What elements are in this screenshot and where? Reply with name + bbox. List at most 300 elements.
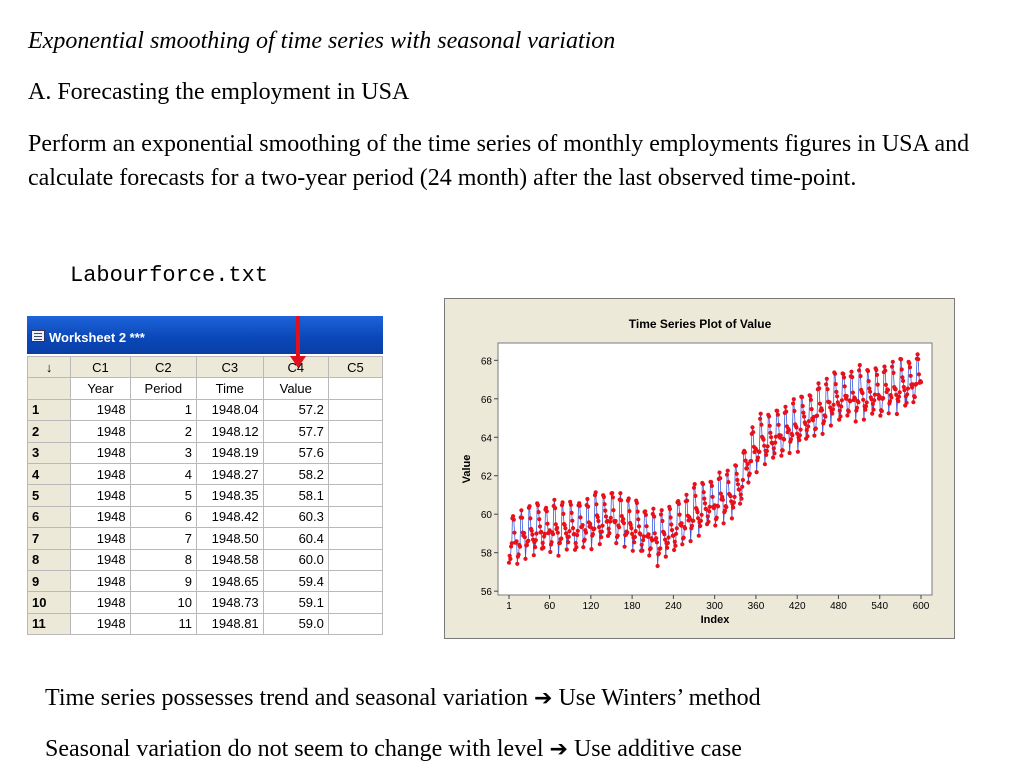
value-cell[interactable]: 60.4 [263, 528, 328, 549]
value-cell[interactable]: 59.0 [263, 613, 328, 634]
chart-title: Time Series Plot of Value [628, 317, 772, 331]
data-point [594, 490, 598, 494]
data-point [672, 548, 676, 552]
data-point [707, 509, 711, 513]
table-row[interactable] [28, 463, 383, 484]
data-point [599, 535, 603, 539]
value-cell[interactable]: 58.1 [263, 485, 328, 506]
column-name[interactable]: Year [71, 378, 130, 399]
column-id[interactable]: C3 [197, 357, 264, 378]
period-cell[interactable]: 8 [130, 549, 196, 570]
data-point [866, 369, 870, 373]
period-cell[interactable]: 11 [130, 613, 196, 634]
row-number[interactable]: 8 [28, 549, 71, 570]
data-point [897, 395, 901, 399]
data-point [545, 509, 549, 513]
data-point [530, 529, 534, 533]
data-point [792, 397, 796, 401]
data-point [870, 412, 874, 416]
data-point [610, 491, 614, 495]
data-point [678, 513, 682, 517]
data-point [792, 409, 796, 413]
data-point [614, 541, 618, 545]
period-cell[interactable]: 1 [130, 399, 196, 420]
empty-cell[interactable] [328, 421, 382, 442]
data-point [584, 531, 588, 535]
data-point [617, 525, 621, 529]
column-name[interactable]: Period [130, 378, 196, 399]
empty-cell[interactable] [328, 399, 382, 420]
y-tick-label: 68 [480, 356, 492, 368]
data-point [735, 478, 739, 482]
data-point [825, 387, 829, 391]
data-point [649, 546, 653, 550]
data-point [855, 406, 859, 410]
data-point [508, 557, 512, 561]
data-point [611, 508, 615, 512]
data-point [757, 450, 761, 454]
data-point [651, 507, 655, 511]
data-point [567, 535, 571, 539]
value-cell[interactable]: 60.3 [263, 506, 328, 527]
data-point [891, 371, 895, 375]
data-point [883, 369, 887, 373]
data-point [776, 413, 780, 417]
year-cell[interactable]: 1948 [71, 485, 130, 506]
data-point [763, 462, 767, 466]
data-point [796, 450, 800, 454]
data-point [829, 423, 833, 427]
data-point [882, 365, 886, 369]
data-point [809, 398, 813, 402]
data-point [603, 509, 607, 513]
data-point [746, 480, 750, 484]
data-point [660, 508, 664, 512]
data-point [740, 485, 744, 489]
data-point [631, 549, 635, 553]
data-point [567, 529, 571, 533]
data-point [787, 428, 791, 432]
data-point [693, 482, 697, 486]
data-point [745, 466, 749, 470]
data-point [817, 386, 821, 390]
table-row[interactable] [28, 485, 383, 506]
data-point [734, 464, 738, 468]
data-point [779, 433, 783, 437]
data-point [680, 521, 684, 525]
data-point [621, 517, 625, 521]
data-point [862, 418, 866, 422]
data-point [722, 521, 726, 525]
time-cell[interactable]: 1948.35 [197, 485, 264, 506]
table-row[interactable] [28, 592, 383, 613]
data-point [814, 426, 818, 430]
time-cell[interactable]: 1948.19 [197, 442, 264, 463]
row-number[interactable]: 11 [28, 613, 71, 634]
data-point [702, 490, 706, 494]
data-point [735, 472, 739, 476]
data-point [633, 535, 637, 539]
data-point [850, 375, 854, 379]
empty-cell[interactable] [328, 570, 382, 591]
empty-cell[interactable] [328, 613, 382, 634]
row-number[interactable]: 4 [28, 463, 71, 484]
period-cell[interactable]: 2 [130, 421, 196, 442]
data-point [644, 513, 648, 517]
data-point [703, 501, 707, 505]
data-point [750, 425, 754, 429]
data-point [669, 522, 673, 526]
data-point [749, 459, 753, 463]
data-point [773, 441, 777, 445]
column-id[interactable]: C2 [130, 357, 196, 378]
data-point [523, 535, 527, 539]
data-point [700, 513, 704, 517]
empty-cell[interactable] [328, 485, 382, 506]
x-tick-label: 300 [706, 601, 723, 612]
row-number[interactable]: 7 [28, 528, 71, 549]
data-point [765, 449, 769, 453]
data-point [609, 516, 613, 520]
data-point [570, 511, 574, 515]
data-point [743, 450, 747, 454]
conclusion-seasonal-text: Seasonal variation do not seem to change with level [45, 736, 550, 762]
data-point [801, 404, 805, 408]
data-point [512, 518, 516, 522]
data-point [748, 472, 752, 476]
data-point [896, 399, 900, 403]
data-point [668, 507, 672, 511]
x-tick-label: 540 [871, 601, 889, 612]
data-point [677, 502, 681, 506]
data-point [526, 539, 530, 543]
data-point [808, 394, 812, 398]
data-point [766, 444, 770, 448]
empty-cell[interactable] [328, 442, 382, 463]
year-cell[interactable]: 1948 [71, 528, 130, 549]
value-cell[interactable]: 57.2 [263, 399, 328, 420]
time-cell[interactable]: 1948.42 [197, 506, 264, 527]
column-id[interactable]: C5 [328, 357, 382, 378]
empty-cell[interactable] [328, 528, 382, 549]
data-point [619, 498, 623, 502]
data-point [725, 473, 729, 477]
data-point [691, 519, 695, 523]
data-point [534, 531, 538, 535]
data-point [552, 498, 556, 502]
data-point [894, 387, 898, 391]
y-tick-label: 58 [480, 548, 492, 560]
data-point [888, 399, 892, 403]
row-number[interactable]: 3 [28, 442, 71, 463]
data-point [838, 409, 842, 413]
data-point [858, 363, 862, 367]
data-point [840, 398, 844, 402]
data-point [831, 407, 835, 411]
data-point [697, 534, 701, 538]
data-point [713, 523, 717, 527]
time-cell[interactable]: 1948.81 [197, 613, 264, 634]
data-point [717, 470, 721, 474]
data-point [581, 545, 585, 549]
data-point [586, 505, 590, 509]
data-point [835, 394, 839, 398]
empty-cell[interactable] [328, 592, 382, 613]
data-point [825, 377, 829, 381]
conclusion-trend [45, 681, 761, 716]
data-point [673, 540, 677, 544]
time-cell[interactable]: 1948.65 [197, 570, 264, 591]
period-cell[interactable]: 10 [130, 592, 196, 613]
data-point [653, 531, 657, 535]
data-point [901, 379, 905, 383]
data-point [695, 510, 699, 514]
data-point [728, 494, 732, 498]
value-cell[interactable]: 60.0 [263, 549, 328, 570]
value-cell[interactable]: 59.4 [263, 570, 328, 591]
table-row[interactable] [28, 506, 383, 527]
data-point [664, 555, 668, 559]
empty-cell[interactable] [328, 463, 382, 484]
data-point [801, 411, 805, 415]
table-row[interactable] [28, 421, 383, 442]
y-axis-label: Value [461, 454, 473, 484]
row-number[interactable]: 6 [28, 506, 71, 527]
column-name[interactable]: Value [263, 378, 328, 399]
data-point [654, 536, 658, 540]
data-point [884, 383, 888, 387]
data-point [805, 434, 809, 438]
year-cell[interactable]: 1948 [71, 421, 130, 442]
data-point [839, 404, 843, 408]
time-cell[interactable]: 1948.12 [197, 421, 264, 442]
data-point [764, 453, 768, 457]
empty-cell[interactable] [328, 549, 382, 570]
data-point [791, 401, 795, 405]
data-point [733, 495, 737, 499]
time-cell[interactable]: 1948.50 [197, 528, 264, 549]
year-cell[interactable]: 1948 [71, 613, 130, 634]
data-point [815, 414, 819, 418]
data-point [629, 526, 633, 530]
x-tick-label: 360 [747, 601, 765, 612]
data-point [821, 432, 825, 436]
data-point [875, 373, 879, 377]
data-point [847, 410, 851, 414]
data-point [798, 433, 802, 437]
data-point [576, 529, 580, 533]
data-point [916, 357, 920, 361]
table-row[interactable] [28, 399, 383, 420]
data-point [919, 380, 923, 384]
data-point [800, 395, 804, 399]
data-point [519, 508, 523, 512]
data-point [607, 531, 611, 535]
data-point [559, 536, 563, 540]
column-name[interactable]: Time [197, 378, 264, 399]
data-point [771, 456, 775, 460]
data-point [538, 524, 542, 528]
column-id-row [28, 357, 383, 378]
row-number[interactable]: 1 [28, 399, 71, 420]
data-point [755, 470, 759, 474]
period-cell[interactable]: 9 [130, 570, 196, 591]
period-cell[interactable]: 7 [130, 528, 196, 549]
data-point [805, 428, 809, 432]
right-arrow-icon: ➔ [549, 737, 568, 762]
data-point [522, 531, 526, 535]
data-point [900, 375, 904, 379]
data-point [574, 541, 578, 545]
data-point [807, 419, 811, 423]
data-point [889, 395, 893, 399]
year-cell[interactable]: 1948 [71, 570, 130, 591]
data-point [768, 424, 772, 428]
data-point [550, 540, 554, 544]
worksheet-title-bar[interactable] [27, 316, 383, 354]
data-point [880, 409, 884, 413]
worksheet-window [27, 316, 383, 642]
data-point [556, 554, 560, 558]
period-cell[interactable]: 3 [130, 442, 196, 463]
data-point [569, 503, 573, 507]
data-point [865, 400, 869, 404]
conclusion-trend-text: Time series possesses trend and seasonal variation [45, 685, 535, 711]
value-cell[interactable]: 59.1 [263, 592, 328, 613]
column-name[interactable] [328, 378, 382, 399]
data-point [558, 541, 562, 545]
data-point [861, 398, 865, 402]
year-cell[interactable]: 1948 [71, 592, 130, 613]
data-point [767, 414, 771, 418]
corner-arrow-icon[interactable]: ↓ [28, 357, 71, 378]
data-point [916, 352, 920, 356]
data-point [789, 437, 793, 441]
data-point [758, 417, 762, 421]
data-point [782, 437, 786, 441]
data-point [842, 375, 846, 379]
data-point [507, 561, 511, 565]
time-cell[interactable]: 1948.04 [197, 399, 264, 420]
year-cell[interactable]: 1948 [71, 463, 130, 484]
data-point [736, 482, 740, 486]
year-cell[interactable]: 1948 [71, 506, 130, 527]
row-number[interactable]: 2 [28, 421, 71, 442]
data-filename: Labourforce.txt [70, 263, 269, 288]
value-cell[interactable]: 57.7 [263, 421, 328, 442]
year-cell[interactable]: 1948 [71, 399, 130, 420]
x-tick-label: 600 [912, 601, 930, 612]
data-point [810, 407, 814, 411]
data-point [666, 541, 670, 545]
table-row[interactable] [28, 549, 383, 570]
data-point [827, 400, 831, 404]
data-point [718, 476, 722, 480]
empty-cell[interactable] [328, 506, 382, 527]
data-point [907, 361, 911, 365]
table-row[interactable] [28, 528, 383, 549]
data-point [741, 478, 745, 482]
conclusion-seasonal-result: Use additive case [567, 736, 742, 762]
data-point [845, 394, 849, 398]
time-cell[interactable]: 1948.27 [197, 463, 264, 484]
year-cell[interactable]: 1948 [71, 549, 130, 570]
value-cell[interactable]: 58.2 [263, 463, 328, 484]
data-point [591, 532, 595, 536]
data-point [632, 540, 636, 544]
row-number[interactable]: 5 [28, 485, 71, 506]
data-point [684, 493, 688, 497]
column-id[interactable]: C4 [263, 357, 328, 378]
data-point [647, 553, 651, 557]
data-point [607, 527, 611, 531]
data-point [857, 368, 861, 372]
data-point [640, 543, 644, 547]
data-point [738, 502, 742, 506]
data-point [665, 546, 669, 550]
data-point [614, 519, 618, 523]
period-cell[interactable]: 4 [130, 463, 196, 484]
year-cell[interactable]: 1948 [71, 442, 130, 463]
x-tick-label: 60 [544, 601, 556, 612]
red-pointer-arrow [296, 316, 300, 360]
data-point [575, 533, 579, 537]
time-cell[interactable]: 1948.58 [197, 549, 264, 570]
value-cell[interactable]: 57.6 [263, 442, 328, 463]
data-point [534, 538, 538, 542]
data-point [551, 532, 555, 536]
data-point [739, 492, 743, 496]
data-point [636, 510, 640, 514]
data-point [616, 534, 620, 538]
data-point [618, 491, 622, 495]
data-point [675, 526, 679, 530]
column-id[interactable]: C1 [71, 357, 130, 378]
row-number[interactable]: 9 [28, 570, 71, 591]
data-point [622, 521, 626, 525]
data-point [517, 552, 521, 556]
data-point [726, 480, 730, 484]
data-point [571, 526, 575, 530]
row-number[interactable]: 10 [28, 592, 71, 613]
data-point [515, 562, 519, 566]
data-point [860, 391, 864, 395]
data-point [574, 545, 578, 549]
data-point [511, 514, 515, 518]
period-cell[interactable]: 5 [130, 485, 196, 506]
data-point [625, 531, 629, 535]
data-point [528, 516, 532, 520]
data-point [585, 497, 589, 501]
data-point [739, 497, 743, 501]
data-point [658, 546, 662, 550]
data-point [851, 391, 855, 395]
table-row[interactable] [28, 570, 383, 591]
worksheet-grid[interactable] [27, 356, 383, 635]
data-point [670, 528, 674, 532]
data-point [777, 423, 781, 427]
data-point [823, 415, 827, 419]
data-point [548, 550, 552, 554]
table-row[interactable] [28, 442, 383, 463]
data-point [832, 403, 836, 407]
table-row[interactable] [28, 613, 383, 634]
data-point [849, 370, 853, 374]
data-point [871, 408, 875, 412]
time-cell[interactable]: 1948.73 [197, 592, 264, 613]
data-point [556, 531, 560, 535]
period-cell[interactable]: 6 [130, 506, 196, 527]
